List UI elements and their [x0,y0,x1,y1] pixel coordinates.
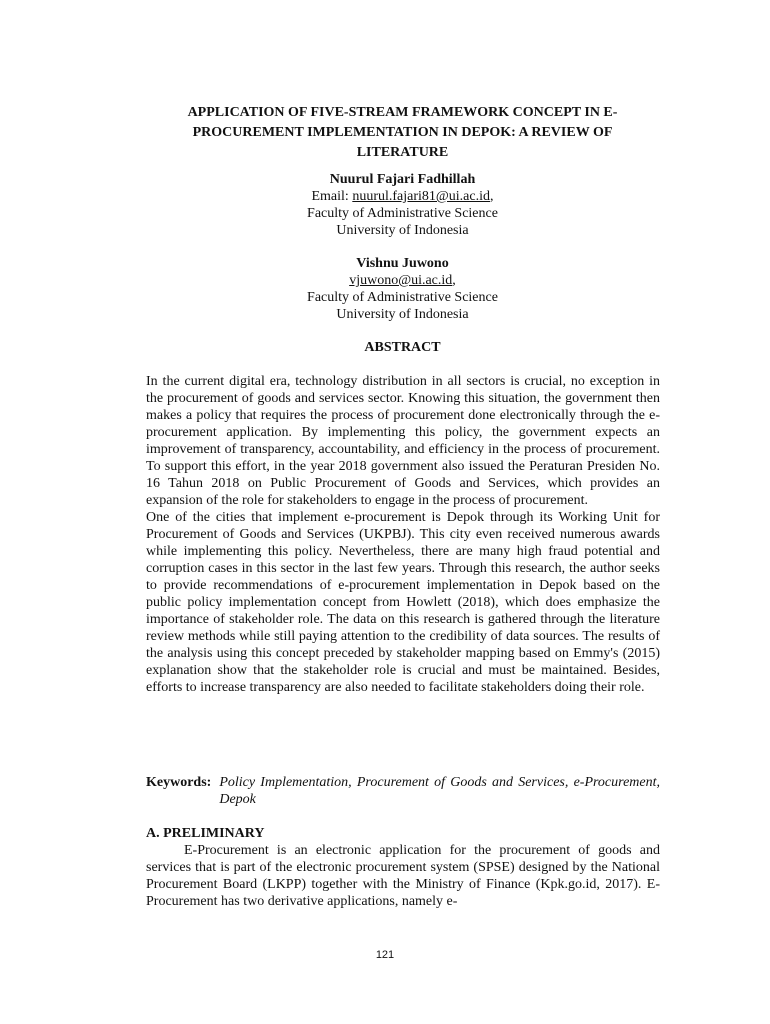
abstract-paragraph-1: In the current digital era, technology distribution in all sectors is crucial, no exception in the procurement of goods and services sector. Knowing this situation, the government then makes a policy that requires the process of procurement done electronically through the e-procurement application. By implementing this policy, the government expects an improvement of transparency, accountability, and efficiency in the process of procurement. To support this effort, in the year 2018 government also issued the Peraturan Presiden No. 16 Tahun 2018 on Public Procurement of Goods and Services, which provides an expansion of the role for stakeholders to engage in the process of procurement. [146,374,660,508]
keywords-text: Policy Implementation, Procurement of Goods and Services, e-Procurement, Depok [219,775,660,807]
author-email-line [150,272,655,289]
author-name: Nuurul Fajari Fadhillah [329,172,476,187]
author-email-line [150,188,655,205]
author-block-2 [150,255,655,323]
email-prefix: Email: [311,189,353,204]
section-body [146,842,660,910]
keywords-label: Keywords: [146,775,212,790]
section-paragraph: E-Procurement is an electronic application for the procurement of goods and services that is part of the electronic procurement system (SPSE) designed by the National Procurement Board (LKPP) together with the Ministry of Finance (Kpk.go.id, 2017). E-Procurement has two derivative applications, namely e- [146,843,660,909]
abstract-body [146,373,660,696]
email-suffix: , [490,189,494,204]
abstract-heading: ABSTRACT [364,340,441,355]
author-affiliation: Faculty of Administrative Science [307,290,498,305]
section-heading: A. PRELIMINARY [146,826,265,841]
author-institution: University of Indonesia [336,307,469,322]
abstract-paragraph-2: One of the cities that implement e-procurement is Depok through its Working Unit for Procurement of Goods and Services (UKPBJ). This city even received numerous awards while implementing this policy. Nevertheless, there are many high fraud potential and corruption cases in this sector in the last few years. Through this research, the author seeks to provide recommendations of e-procurement implementation in Depok based on the public policy implementation concept from Howlett (2018), which does emphasize the importance of stakeholder role. The data on this research is gathered through the literature review methods while still paying attention to the credibility of data sources. The results of the analysis using this concept preceded by stakeholder mapping based on Emmy's (2015) explanation show that the stakeholder role is crucial and must be maintained. Besides, efforts to increase transparency are also needed to facilitate stakeholders doing their role. [146,510,660,695]
author-name: Vishnu Juwono [356,256,449,271]
author-institution: University of Indonesia [336,223,469,238]
page-number: 121 [375,949,395,961]
author-email-link[interactable]: nuurul.fajari81@ui.ac.id [352,189,490,204]
author-block-1 [150,171,655,239]
paper-title: APPLICATION OF FIVE-STREAM FRAMEWORK CONCEPT IN E-PROCUREMENT IMPLEMENTATION IN DEPOK: A REVIEW OF LITERATURE [187,105,618,160]
author-affiliation: Faculty of Administrative Science [307,206,498,221]
author-email-link[interactable]: vjuwono@ui.ac.id [349,273,453,288]
keywords [146,774,660,808]
email-suffix: , [452,273,456,288]
